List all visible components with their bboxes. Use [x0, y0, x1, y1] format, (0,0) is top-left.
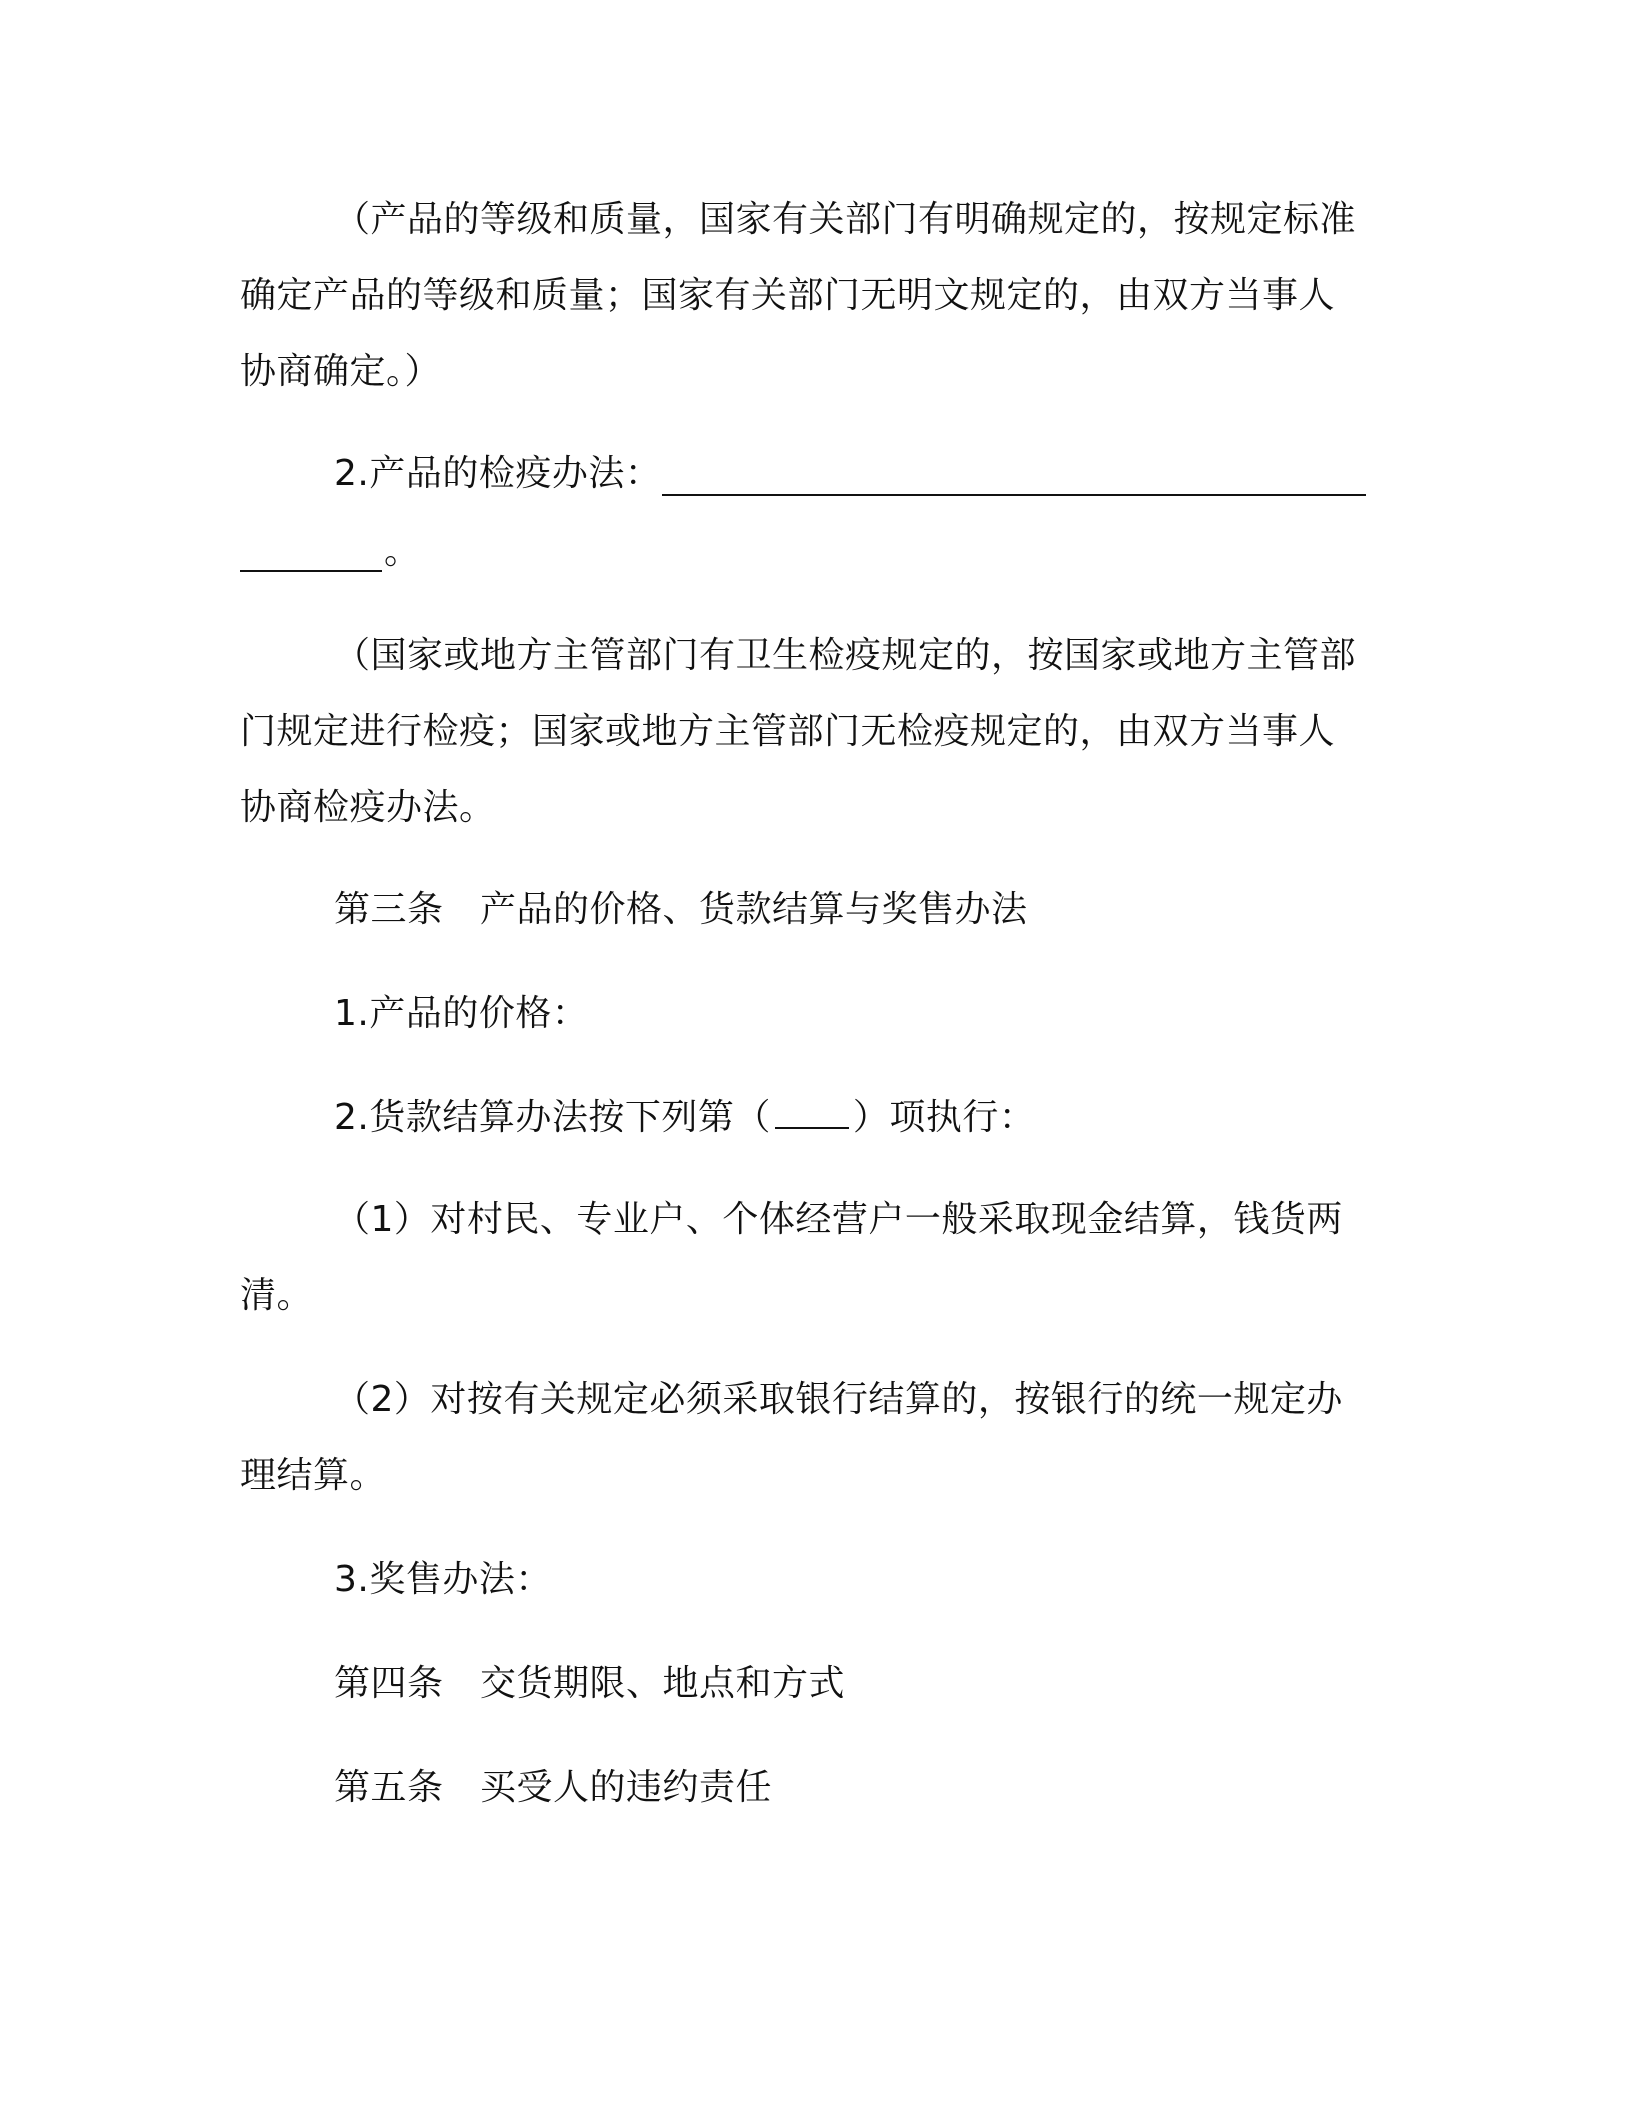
settlement-option-blank: [775, 1097, 849, 1129]
article-3-heading: 第三条 产品的价格、货款结算与奖售办法: [334, 889, 1028, 930]
settlement-text-before: 2.货款结算办法按下列第（: [334, 1097, 771, 1138]
settlement-option-2-line-2: 理结算。: [240, 1455, 387, 1496]
quality-note-line-3: 协商确定。）: [240, 351, 442, 392]
quarantine-fill-line-2: [240, 570, 382, 572]
product-price-item: 1.产品的价格：: [334, 993, 589, 1034]
settlement-option-1-line-2: 清。: [240, 1275, 314, 1316]
article-4-heading: 第四条 交货期限、地点和方式: [334, 1663, 846, 1704]
quarantine-end-mark: 。: [384, 531, 421, 572]
quality-note-line-2: 确定产品的等级和质量；国家有关部门无明文规定的，由双方当事人: [240, 275, 1336, 316]
quarantine-fill-line-1: [662, 494, 1366, 496]
quarantine-note-line-2: 门规定进行检疫；国家或地方主管部门无检疫规定的，由双方当事人: [240, 711, 1336, 752]
quarantine-note-line-1: （国家或地方主管部门有卫生检疫规定的，按国家或地方主管部: [334, 635, 1357, 676]
settlement-method-item: [334, 1094, 1035, 1142]
quarantine-note-line-3: 协商检疫办法。: [240, 787, 496, 828]
settlement-option-1-line-1: （1）对村民、专业户、个体经营户一般采取现金结算，钱货两: [334, 1199, 1343, 1240]
settlement-option-2-line-1: （2）对按有关规定必须采取银行结算的，按银行的统一规定办: [334, 1379, 1343, 1420]
reward-method-item: 3.奖售办法：: [334, 1559, 552, 1600]
settlement-text-after: ）项执行：: [852, 1097, 1036, 1138]
article-5-heading: 第五条 买受人的违约责任: [334, 1767, 773, 1808]
quality-note-line-1: （产品的等级和质量，国家有关部门有明确规定的，按规定标准: [334, 199, 1357, 240]
quarantine-method-label: 2.产品的检疫办法：: [334, 453, 662, 494]
